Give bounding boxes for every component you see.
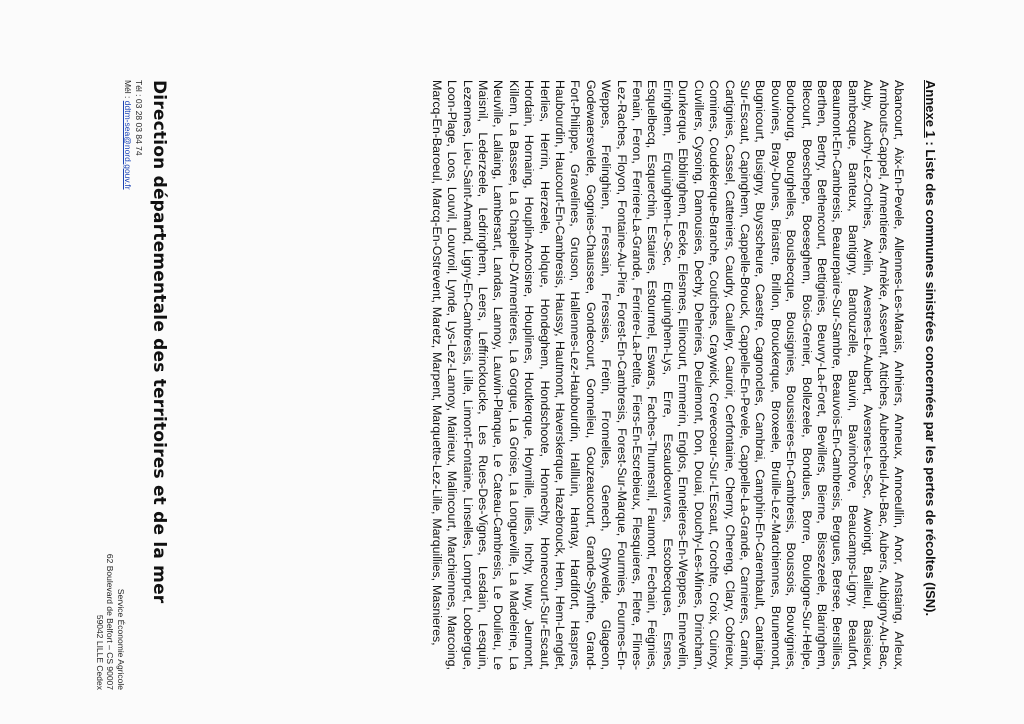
- annex-label: Annexe 1: [923, 80, 938, 138]
- communes-list: Abancourt, Aix-En-Pevele, Allennes-Les-Marais, Anhiers, Anneux, Annoeullin, Anor, Anstaing, Arleux, Armbouts-Cappel, Armentieres, Arnèke, Assevent, Attiches, Aubencheul-Au-Bac, Aubers, Aubigny-Au-Bac, Auby, Auchy-Lez-Orchies, Avelin, Avesnes-Le-Aubert, Avesnes-Le-Sec, Awoingt, Bailleul, Baisieux, Bambecque, Banteux, Bantigny, Bantouzelle, Bauvin, Bavinchove, Beaucamps-Ligny, Beaufort, Beaumont-En-Cambresis, Beaurepaire-Sur-Sambre, Beauvois-En-Cambresis, Bergues, Bersee, Bersillies, Berthen, Bertry, Bethencourt, Bettignies, Beuvry-La-Foret, Bevillers, Bierne, Bissezeele, Blaringhem, Blecourt, Boeschepe, Boeseghem, Bois-Grenier, Bollezeele, Bondues, Borre, Boulogne-Sur-Helpe, Bourbourg, Bourghelles, Bousbecque, Bousignies, Boussieres-En-Cambresis, Boussois, Bouvignies, Bouvines, Bray-Dunes, Briastre, Brillon, Brouckerque, Broxeele, Bruille-Lez-Marchiennes, Brunemont, Bugnicourt, Busigny, Buysscheure, Caestre, Cagnoncles, Cambrai, Camphin-En-Carembault, Cantaing-Sur-Escaut, Capinghem, Cappelle-Brouck, Cappelle-En-Pevele, Cappelle-La-Grande, Carnieres, Carnin, Cartignies, Cassel, Catteniers, Caudry, Caullery, Cauroir, Cerfontaine, Cherny, Chereng, Clary, Cobrieux, Comines, Coudekerque-Branche, Coutiches, Craywick, Crevecoeur-Sur-L'Escaut, Crochte, Croix, Cuincy, Cuvillers, Cysoing, Damousies, Dechy, Deheries, Deulemont, Don, Douai, Douchy-Les-Mines, Drincham, Dunkerque, Ebblinghem, Eecke, Elesmes, Elincourt, Emmerin, Englos, Ennetieres-En-Weppes, Ennevelin, Eringhem, Erquinghem-Le-Sec, Erquinghem-Lys, Erre, Escaudoeuvres, Escobecques, Esnes, Esquelbecq, Esquerchin, Estaires, Estourmel, Eswars, Faches-Thumesnil, Faumont, Fechain, Feignies, Fenain, Feron, Ferriere-La-Grande, Ferriere-La-Petite, Fiers-En-Escrebieux, Flesquieres, Fletre, Flines-Lez-Raches, Floyon, Fontaine-Au-Pire, Forest-En-Cambresis, Forest-Sur-Marque, Fourmies, Fournes-En-Weppes, Frelinghien, Fressain, Fressies, Fretin, Fromelles, Genech, Ghyvelde, Glageon, Godewaersvelde, Gognies-Chaussee, Gondecourt, Gonnelieu, Gouzeaucourt, Grande-Synthe, Grand-Fort-Philippe, Gravelines, Gruson, Hallennes-Lez-Haubourdin, Hallluin, Hantay, Hardifort, Haspres, Haubourdin, Haucourt-En-Cambresis, Haussy, Hautmont, Haverskerque, Hazebrouck, Hem, Hem-Lenglet, Herlies, Herrin, Herzeele, Holque, Hondeghem, Hondschoote, Honnechy, Honnecourt-Sur-Escaut, Hordain, Hornaing, Houplin-Ancoisne, Houplines, Houtkerque, Hoymille, Illies, Inchy, Iwuy, Jeumont, Killem, La Bassee, La Chapelle-D'Armentieres, La Gorgue, La Groise, La Longueville, La Madeleine, La Neuville, Lallaing, Lambersart, Landas, Lannoy, Lauwin-Planque, Le Cateau-Cambresis, Le Doulieu, Le Maisnil, Lederzeele, Ledringhem, Leers, Leffrinckoucke, Les Rues-Des-Vignes, Lesdain, Lesquin, Lezennes, Lieu-Saint-Amand, Ligny-En-Cambresis, Lille, Limont-Fontaine, Linselles, Lompret, Loobergue, Loon-Plage, Loos, Louvil, Louvroil, Lynde, Lys-Lez-Lannoy, Mairieux, Malincourt, Marchiennes, Marcoing, Marcq-En-Baroeul, Marcq-En-Ostrevent, Maretz, Marpent, Marquette-Lez-Lille, Marquillies, Masnieres,: [429, 80, 906, 670]
- service-name: Service Économie Agricole: [116, 588, 126, 690]
- service-street: 62 Boulevard de Belfort – CS 90007: [105, 553, 116, 690]
- service-city: 59042 LILLE Cedex: [95, 614, 105, 690]
- email-line: [122, 80, 133, 190]
- email-link[interactable]: ddtm-sea@nord.gouv.fr: [123, 100, 133, 190]
- annex-title: [922, 80, 938, 680]
- contact-block: [122, 80, 144, 190]
- service-address: [95, 470, 127, 690]
- email-label: Mél :: [123, 80, 133, 101]
- footer-direction-title: Direction départementale des territoires et de la mer: [149, 80, 169, 604]
- annex-title-text: : Liste des communes sinistrées concernées par les pertes de récoltes (ISN).: [923, 137, 938, 617]
- phone-number: Tél : 03 28 03 84 74: [134, 80, 144, 156]
